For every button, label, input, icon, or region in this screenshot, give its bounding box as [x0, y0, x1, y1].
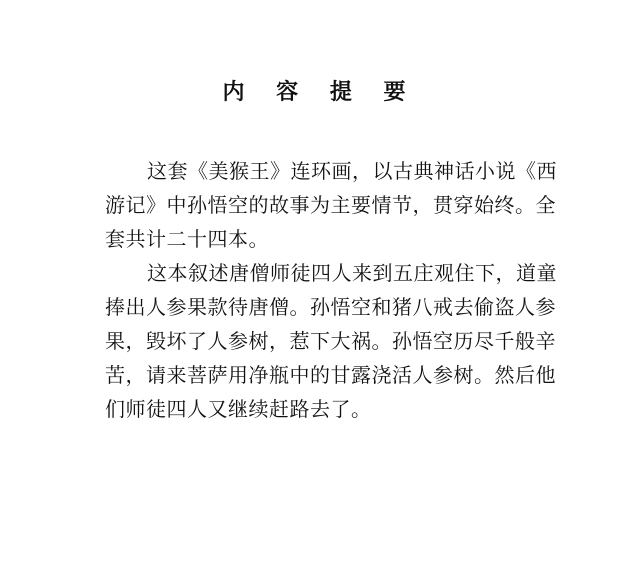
text-line: 套共计二十四本。	[105, 227, 269, 251]
text-line: 游记》中孙悟空的故事为主要情节，贯穿始终。全	[105, 193, 556, 217]
text-line: 苦，请来菩萨用净瓶中的甘露浇活人参树。然后他	[105, 363, 556, 387]
document-title: 内 容 提 要	[222, 79, 418, 105]
paragraph-series-intro	[105, 154, 575, 256]
text-line: 们师徒四人又继续赶路去了。	[105, 397, 372, 421]
text-line: 这套《美猴王》连环画，以古典神话小说《西	[147, 159, 557, 183]
text-line: 捧出人参果款待唐僧。孙悟空和猪八戒去偷盗人参	[105, 295, 556, 319]
text-line: 这本叙述唐僧师徒四人来到五庄观住下，道童	[147, 261, 557, 285]
text-line: 果，毁坏了人参树，惹下大祸。孙悟空历尽千般辛	[105, 329, 556, 353]
summary-body	[105, 154, 575, 426]
paragraph-story-summary	[105, 256, 575, 426]
